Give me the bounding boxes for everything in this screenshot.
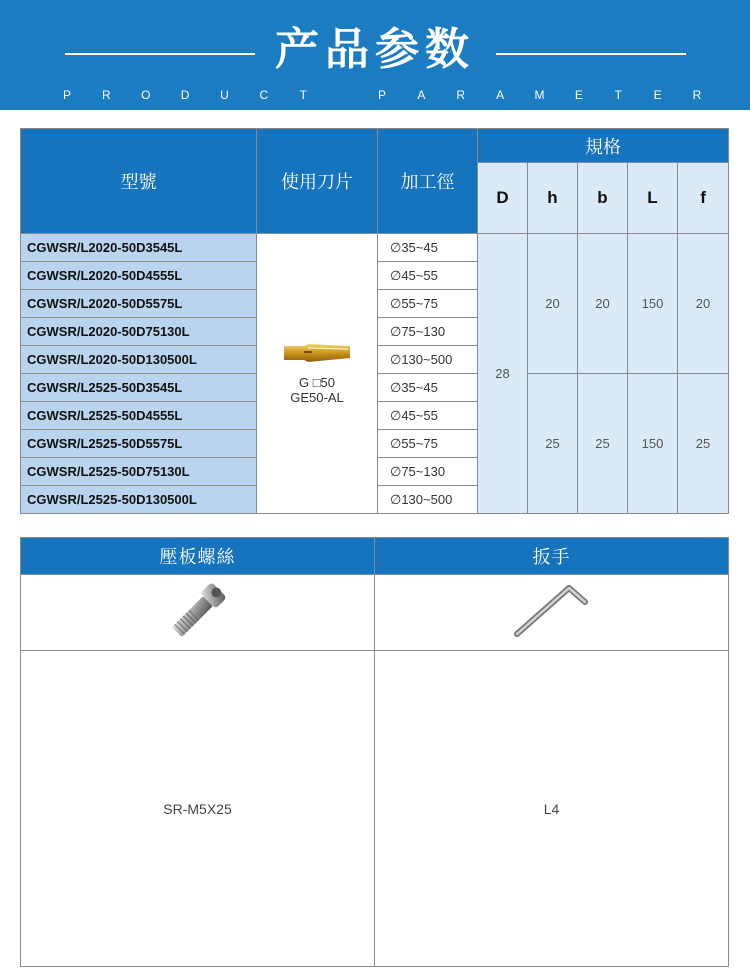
diameter-cell: ∅35~45 [378, 234, 478, 262]
subtitle-letter: R [456, 88, 466, 102]
wrench-icon [507, 576, 597, 646]
header-screw: 壓板螺絲 [21, 538, 375, 575]
header-banner [0, 0, 750, 110]
subtitle-letter: A [496, 88, 505, 102]
screw-icon [158, 576, 238, 646]
value-f-group1: 20 [678, 234, 729, 374]
value-b-group1: 20 [578, 234, 628, 374]
header-dim-d: D [478, 163, 528, 234]
subtitle-letter: A [417, 88, 426, 102]
subtitle-letter: M [534, 88, 545, 102]
subtitle-letter: P [62, 88, 71, 102]
subtitle-letter: P [377, 88, 386, 102]
header-blade: 使用刀片 [257, 129, 378, 234]
diameter-cell: ∅55~75 [378, 430, 478, 458]
subtitle-letter: O [141, 88, 151, 102]
diameter-cell: ∅75~130 [378, 318, 478, 346]
header-spec: 規格 [478, 129, 729, 163]
accessory-table [20, 537, 729, 967]
header-dim-b: b [578, 163, 628, 234]
diameter-cell: ∅45~55 [378, 262, 478, 290]
subtitle-letter: E [574, 88, 583, 102]
blade-image [282, 342, 352, 368]
model-cell: CGWSR/L2525-50D4555L [21, 402, 257, 430]
subtitle-letter: C [259, 88, 269, 102]
screw-image-cell [21, 575, 375, 651]
header-dim-l: L [628, 163, 678, 234]
model-cell: CGWSR/L2020-50D75130L [21, 318, 257, 346]
page-title: 产品参数 [275, 24, 475, 75]
header-model: 型號 [21, 129, 257, 234]
page-subtitle [62, 88, 702, 102]
subtitle-letter: T [614, 88, 622, 102]
header-dim-h: h [528, 163, 578, 234]
diameter-cell: ∅75~130 [378, 458, 478, 486]
diameter-cell: ∅130~500 [378, 346, 478, 374]
spec-table [20, 128, 729, 514]
header-dim-f: f [678, 163, 729, 234]
value-f-group2: 25 [678, 374, 729, 514]
wrench-image-cell [375, 575, 729, 651]
header-wrench: 扳手 [375, 538, 729, 575]
subtitle-letter: T [299, 88, 307, 102]
model-cell: CGWSR/L2020-50D130500L [21, 346, 257, 374]
model-cell: CGWSR/L2525-50D130500L [21, 486, 257, 514]
value-l-group2: 150 [628, 374, 678, 514]
subtitle-letter: E [653, 88, 662, 102]
value-h-group2: 25 [528, 374, 578, 514]
value-b-group2: 25 [578, 374, 628, 514]
subtitle-letter: D [180, 88, 190, 102]
model-cell: CGWSR/L2525-50D75130L [21, 458, 257, 486]
screw-model: SR-M5X25 [21, 651, 375, 967]
blade-line1: G □50 [298, 375, 336, 390]
blade-line2: GE50-AL [290, 390, 344, 405]
model-cell: CGWSR/L2020-50D4555L [21, 262, 257, 290]
model-cell: CGWSR/L2525-50D3545L [21, 374, 257, 402]
blade-cell [257, 234, 378, 514]
diameter-cell: ∅55~75 [378, 290, 478, 318]
diameter-cell: ∅45~55 [378, 402, 478, 430]
wrench-model: L4 [375, 651, 729, 967]
subtitle-letter: R [102, 88, 111, 102]
subtitle-letter: R [692, 88, 702, 102]
value-l-group1: 150 [628, 234, 678, 374]
model-cell: CGWSR/L2020-50D3545L [21, 234, 257, 262]
subtitle-letter: U [220, 88, 229, 102]
diameter-cell: ∅35~45 [378, 374, 478, 402]
model-cell: CGWSR/L2525-50D5575L [21, 430, 257, 458]
value-h-group1: 20 [528, 234, 578, 374]
subtitle-letter [338, 88, 348, 102]
header-diameter: 加工徑 [378, 129, 478, 234]
value-d: 28 [478, 234, 528, 514]
diameter-cell: ∅130~500 [378, 486, 478, 514]
model-cell: CGWSR/L2020-50D5575L [21, 290, 257, 318]
